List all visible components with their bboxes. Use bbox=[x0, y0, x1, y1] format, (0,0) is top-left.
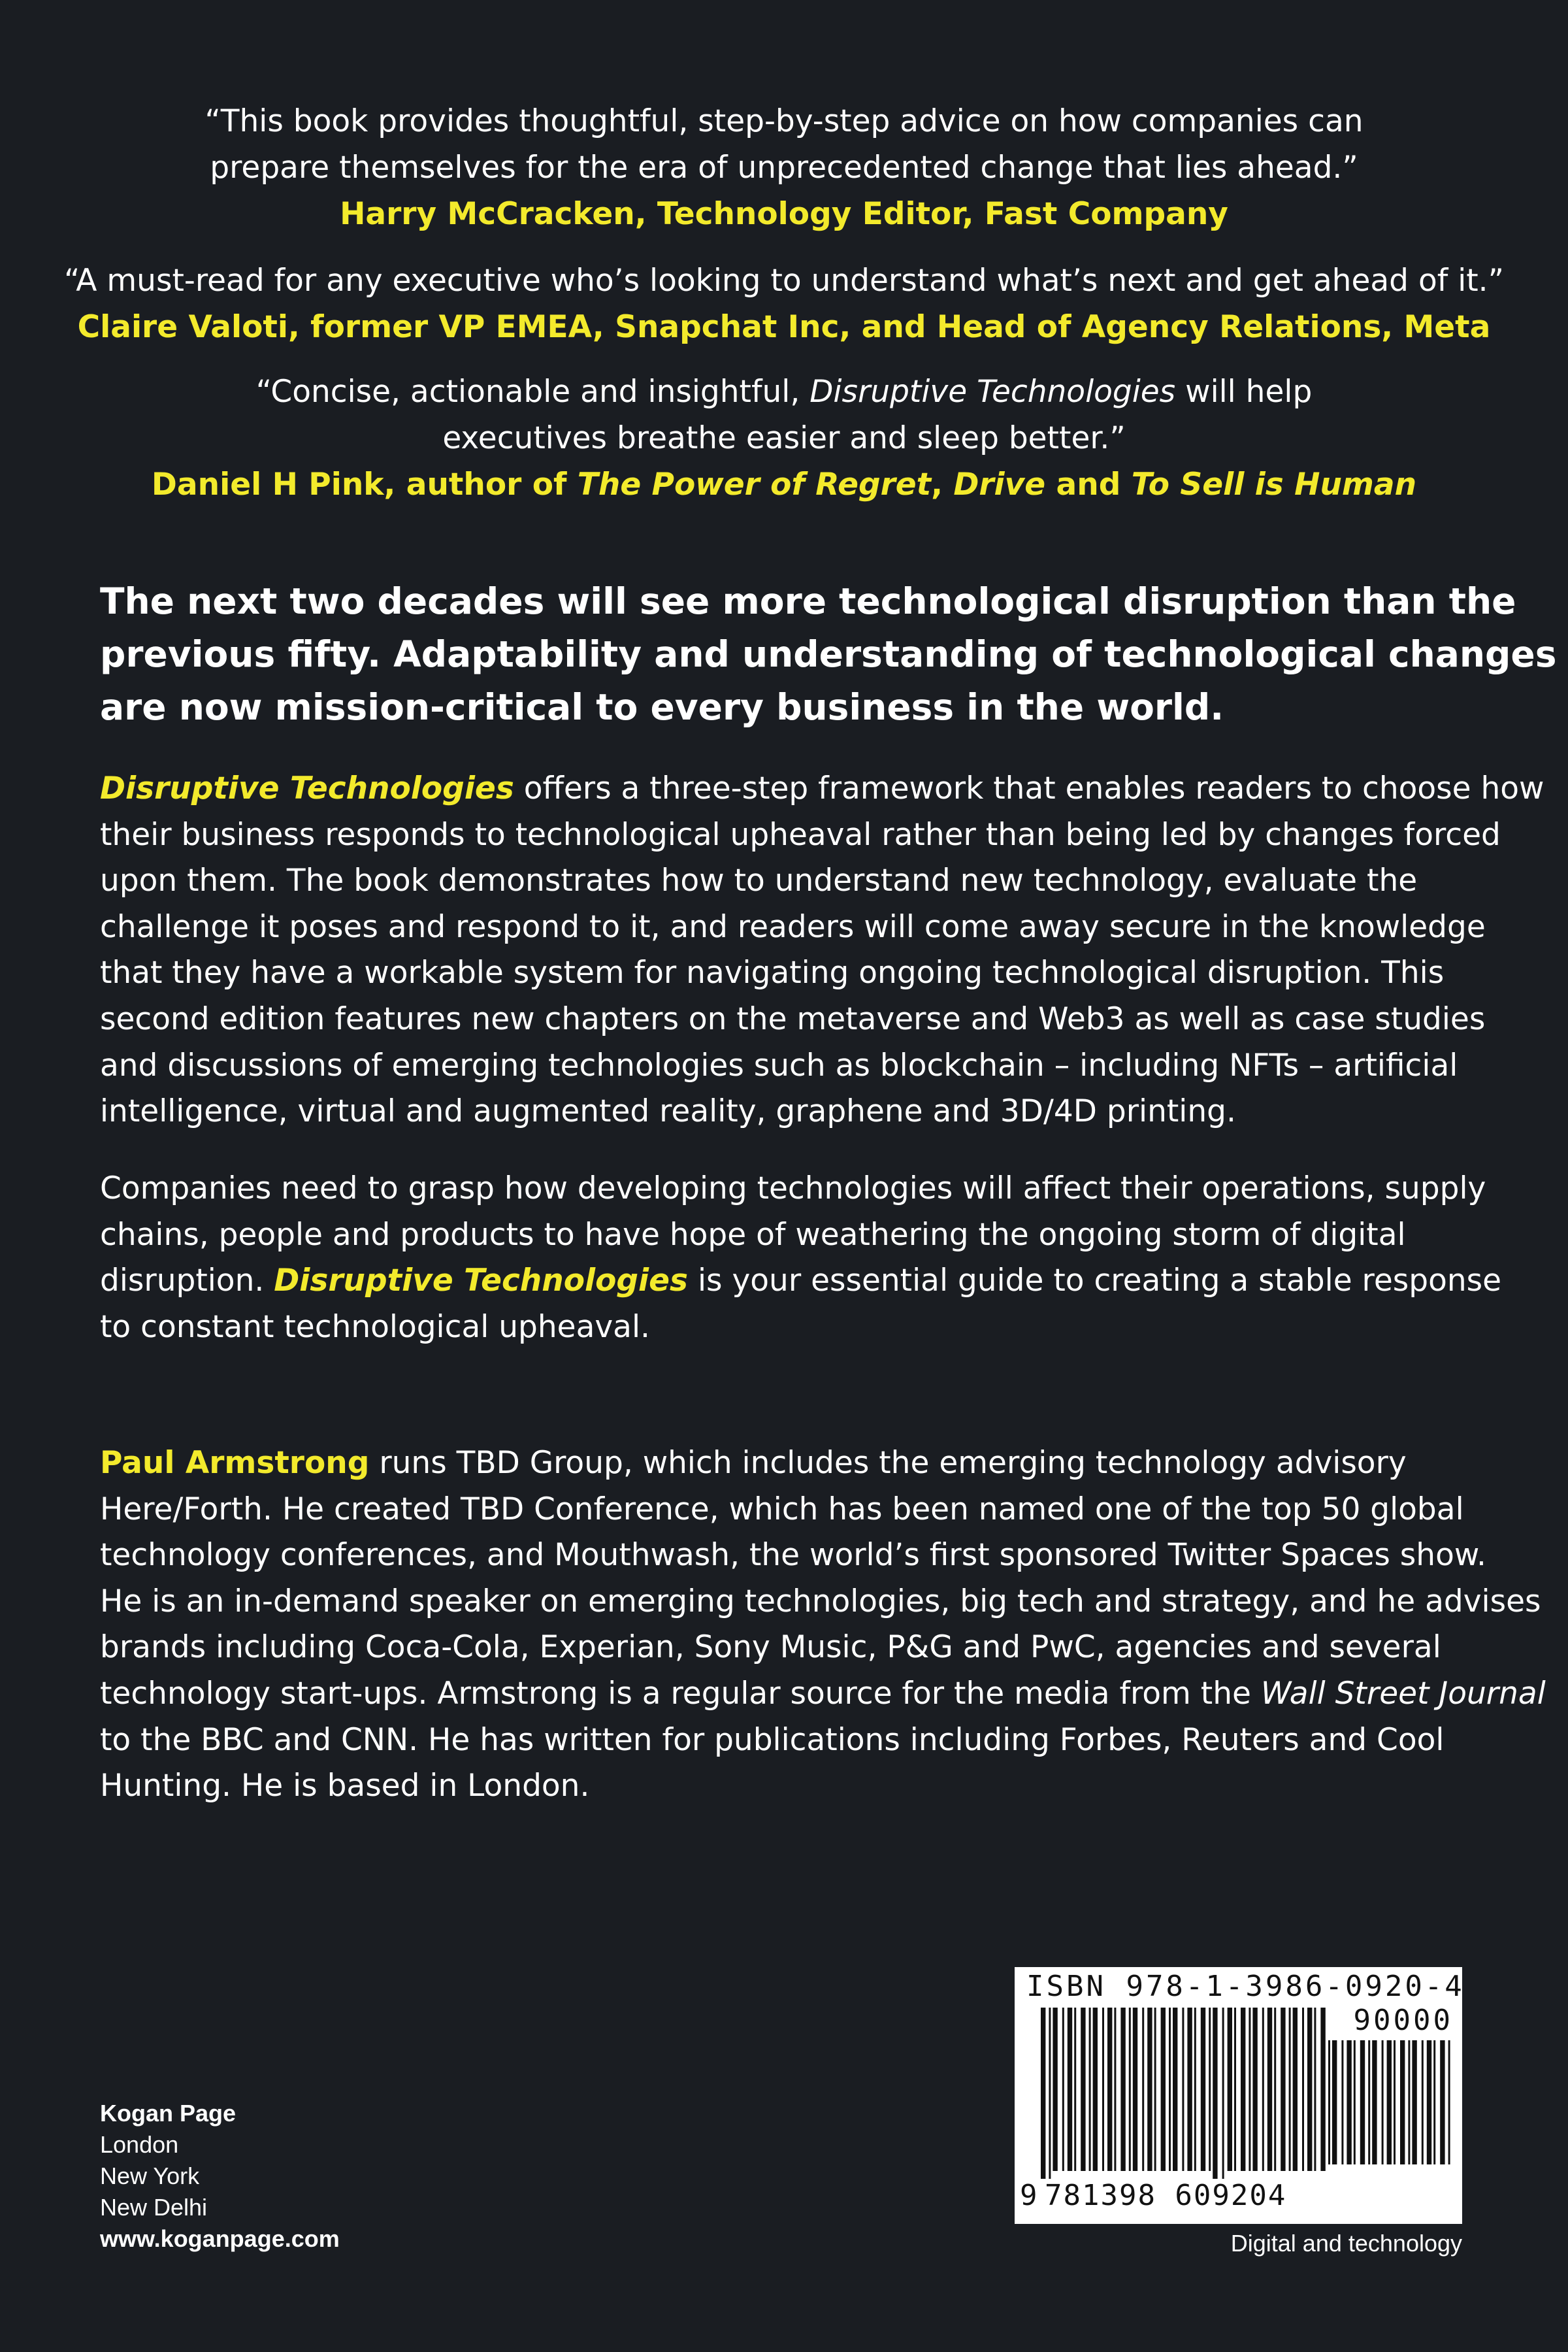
barcode-bar bbox=[1154, 2008, 1156, 2171]
headline-line: are now mission-critical to every business in the world. bbox=[100, 686, 1224, 728]
paragraph-line: to the BBC and CNN. He has written for publications including Forbes, Reuters and Cool bbox=[100, 1721, 1445, 1758]
paragraph-line: their business responds to technological upheaval rather than being led by changes forced bbox=[100, 816, 1501, 853]
barcode-bar bbox=[1394, 2040, 1396, 2164]
barcode-bar bbox=[1281, 2008, 1285, 2171]
paragraph-line: Companies need to grasp how developing technologies will affect their operations, supply bbox=[100, 1170, 1486, 1206]
barcode-bar bbox=[1332, 2040, 1337, 2164]
paragraph-line bbox=[100, 1671, 1546, 1717]
barcode-bar bbox=[1120, 2008, 1125, 2171]
barcode-bar bbox=[1314, 2008, 1316, 2171]
barcode-bar bbox=[1173, 2008, 1177, 2171]
isbn-number: ISBN 978-1-3986-0920-4 bbox=[1026, 1970, 1465, 2003]
barcode-bar bbox=[1354, 2040, 1356, 2164]
endorsement-quote-1 bbox=[0, 98, 1568, 237]
companies-paragraph bbox=[100, 1166, 1502, 1350]
quote-line: “A must-read for any executive who’s looking to understand what’s next and get ahead of it.” bbox=[64, 263, 1504, 299]
endorsement-quote-3 bbox=[0, 369, 1568, 508]
barcode-bar bbox=[1347, 2040, 1351, 2164]
quote-attribution bbox=[0, 461, 1568, 508]
barcode-bar bbox=[1427, 2040, 1431, 2164]
paragraph-line: intelligence, virtual and augmented reality, graphene and 3D/4D printing. bbox=[100, 1093, 1236, 1130]
isbn-barcode bbox=[1015, 1967, 1465, 2224]
publication-title: Wall Street Journal bbox=[1260, 1675, 1546, 1712]
paragraph-line: He is an in-demand speaker on emerging technologies, big tech and strategy, and he advises bbox=[100, 1583, 1541, 1619]
quote-line bbox=[0, 369, 1568, 415]
barcode-bar bbox=[1408, 2040, 1410, 2164]
barcode-bar bbox=[1382, 2040, 1384, 2164]
barcode-bar bbox=[1182, 2008, 1184, 2171]
paragraph-line: that they have a workable system for navigating ongoing technological disruption. This bbox=[100, 955, 1445, 991]
barcode-bar bbox=[1262, 2008, 1264, 2171]
paragraph-text: runs TBD Group, which includes the emerging technology advisory bbox=[369, 1445, 1407, 1481]
barcode-bar bbox=[1372, 2040, 1377, 2164]
barcode-bar bbox=[1241, 2008, 1245, 2171]
headline-line: The next two decades will see more technological disruption than the bbox=[100, 580, 1516, 622]
barcode-bar bbox=[1209, 2008, 1211, 2171]
endorsement-quote-2 bbox=[0, 257, 1568, 350]
paragraph-line bbox=[100, 1440, 1498, 1487]
barcode-bar bbox=[1341, 2040, 1343, 2164]
barcode-bar bbox=[1068, 2008, 1072, 2171]
quote-attribution: Claire Valoti, former VP EMEA, Snapchat Inc, and Head of Agency Relations, Meta bbox=[77, 309, 1491, 345]
barcode-bar bbox=[1133, 2008, 1137, 2171]
paragraph-line bbox=[100, 1258, 1502, 1304]
paragraph-line: to constant technological upheaval. bbox=[100, 1308, 650, 1345]
ean-first-digit: 9 bbox=[1020, 2179, 1037, 2212]
publisher-info bbox=[100, 2098, 340, 2255]
barcode-bar bbox=[1267, 2008, 1272, 2171]
barcode-bar bbox=[1249, 2008, 1250, 2171]
paragraph-text: offers a three-step framework that enables readers to choose how bbox=[514, 770, 1544, 806]
paragraph-line: upon them. The book demonstrates how to understand new technology, evaluate the bbox=[100, 863, 1418, 899]
paragraph-line: challenge it poses and respond to it, and readers will come away secure in the knowledge bbox=[100, 908, 1486, 945]
book-title: Drive bbox=[953, 467, 1046, 503]
barcode-bar bbox=[1213, 2008, 1217, 2191]
book-title: The Power of Regret bbox=[577, 467, 932, 503]
barcode-bar bbox=[1412, 2040, 1416, 2164]
barcode-bar bbox=[1302, 2008, 1304, 2171]
quote-line: executives breathe easier and sleep better.” bbox=[442, 420, 1126, 456]
barcode-bar bbox=[1169, 2008, 1171, 2171]
barcode-bar bbox=[1041, 2008, 1045, 2191]
book-title: To Sell is Human bbox=[1131, 467, 1417, 503]
category-label: Digital and technology bbox=[1230, 2230, 1462, 2257]
barcode-bar bbox=[1448, 2040, 1450, 2164]
publisher-city: New Delhi bbox=[100, 2194, 208, 2221]
author-bio bbox=[100, 1440, 1546, 1810]
quote-attribution: Harry McCracken, Technology Editor, Fast Company bbox=[340, 196, 1228, 232]
barcode-bar bbox=[1102, 2008, 1104, 2171]
barcode-bar bbox=[1114, 2008, 1116, 2171]
barcode-bar bbox=[1062, 2008, 1064, 2171]
paragraph-text: is your essential guide to creating a stable response bbox=[688, 1263, 1502, 1299]
barcode-bar bbox=[1201, 2008, 1205, 2171]
barcode-bar bbox=[1387, 2040, 1392, 2164]
barcode-bar bbox=[1228, 2008, 1232, 2171]
attribution-text: , bbox=[931, 467, 954, 503]
barcode-bar bbox=[1107, 2008, 1112, 2171]
barcode-bar bbox=[1360, 2040, 1365, 2164]
barcode-bar bbox=[1400, 2040, 1405, 2164]
publisher-name: Kogan Page bbox=[100, 2100, 237, 2127]
barcode-bar bbox=[1147, 2008, 1152, 2171]
barcode-bar bbox=[1368, 2040, 1370, 2164]
quote-line: prepare themselves for the era of unprecedented change that lies ahead.” bbox=[210, 150, 1358, 186]
barcode-bar bbox=[1222, 2008, 1224, 2191]
barcode-bar bbox=[1142, 2008, 1144, 2171]
barcode-bar bbox=[1234, 2008, 1236, 2171]
quote-text: will help bbox=[1175, 374, 1313, 410]
barcode-bar bbox=[1187, 2008, 1192, 2171]
barcode-bar bbox=[1081, 2008, 1085, 2171]
paragraph-line: Hunting. He is based in London. bbox=[100, 1768, 590, 1804]
paragraph-line: Here/Forth. He created TBD Conference, which has been named one of the top 50 global bbox=[100, 1491, 1464, 1527]
quote-text: “Concise, actionable and insightful, bbox=[255, 374, 810, 410]
attribution-text: and bbox=[1045, 467, 1132, 503]
attribution-text: Daniel H Pink, author of bbox=[151, 467, 578, 503]
publisher-city: New York bbox=[100, 2162, 200, 2189]
book-title: Disruptive Technologies bbox=[809, 374, 1176, 410]
paragraph-line: brands including Coca-Cola, Experian, Sony Music, P&G and PwC, agencies and several bbox=[100, 1629, 1441, 1666]
barcode-bar bbox=[1093, 2008, 1098, 2171]
quote-line: “This book provides thoughtful, step-by-step advice on how companies can bbox=[204, 103, 1364, 139]
barcode-bar bbox=[1440, 2040, 1445, 2164]
publisher-city: London bbox=[100, 2131, 179, 2158]
paragraph-line: second edition features new chapters on the metaverse and Web3 as well as case studies bbox=[100, 1001, 1486, 1037]
barcode-bar bbox=[1274, 2008, 1276, 2171]
barcode-bar bbox=[1089, 2008, 1091, 2171]
barcode-bar bbox=[1328, 2040, 1330, 2164]
price-addon-bars bbox=[1328, 2040, 1459, 2191]
barcode-bar bbox=[1293, 2008, 1298, 2171]
description-paragraph bbox=[100, 766, 1544, 1135]
price-code: 90000 bbox=[1353, 2004, 1453, 2037]
barcode-bar bbox=[1049, 2008, 1051, 2191]
barcode-bar bbox=[1433, 2040, 1435, 2164]
barcode-bar bbox=[1307, 2008, 1312, 2171]
paragraph-line: technology conferences, and Mouthwash, the world’s first sponsored Twitter Spaces show. bbox=[100, 1537, 1486, 1574]
barcode-bar bbox=[1053, 2008, 1057, 2171]
barcode-bar bbox=[1252, 2008, 1257, 2171]
barcode-bar bbox=[1194, 2008, 1196, 2171]
paragraph-text: disruption. bbox=[100, 1263, 274, 1299]
barcode-bar bbox=[1320, 2008, 1325, 2171]
barcode-bar bbox=[1074, 2008, 1076, 2171]
barcode-bar bbox=[1129, 2008, 1131, 2171]
publisher-url: www.koganpage.com bbox=[100, 2225, 340, 2252]
author-name: Paul Armstrong bbox=[100, 1445, 370, 1481]
barcode-bar bbox=[1289, 2008, 1291, 2171]
paragraph-line bbox=[100, 766, 1544, 812]
book-title: Disruptive Technologies bbox=[100, 770, 514, 806]
ean-digits: 781398 609204 bbox=[1041, 2179, 1290, 2212]
book-title: Disruptive Technologies bbox=[274, 1263, 689, 1299]
headline bbox=[100, 575, 1557, 734]
paragraph-line: and discussions of emerging technologies such as blockchain – including NFTs – artificial bbox=[100, 1047, 1458, 1084]
barcode-bar bbox=[1422, 2040, 1424, 2164]
barcode-bar bbox=[1161, 2008, 1166, 2171]
paragraph-text: technology start-ups. Armstrong is a regular source for the media from the bbox=[100, 1675, 1261, 1712]
barcode-bars bbox=[1041, 2008, 1367, 2191]
headline-line: previous fifty. Adaptability and understanding of technological changes bbox=[100, 633, 1557, 675]
paragraph-line: chains, people and products to have hope of weathering the ongoing storm of digital bbox=[100, 1216, 1406, 1253]
